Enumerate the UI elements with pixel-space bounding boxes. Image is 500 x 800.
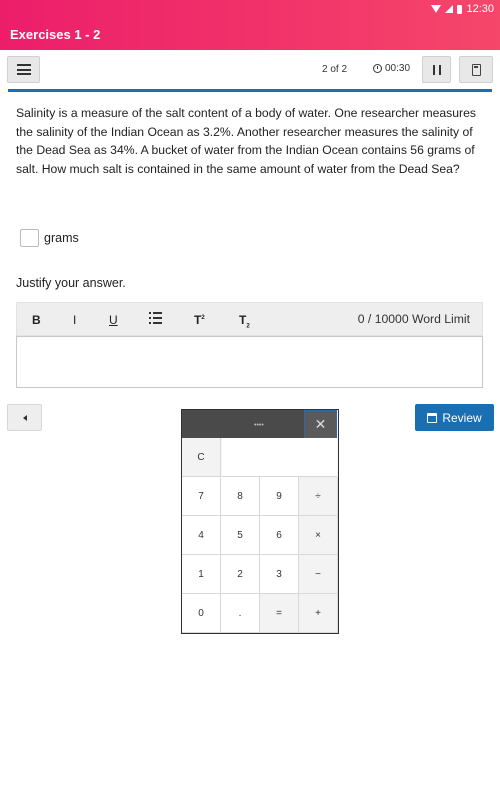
signal-icon (445, 5, 453, 13)
key-add[interactable]: + (299, 594, 338, 633)
pause-button[interactable] (422, 56, 451, 83)
word-limit: 0 / 10000 Word Limit (357, 312, 470, 326)
battery-icon (457, 5, 462, 14)
key-8[interactable]: 8 (221, 477, 260, 516)
calculator-button[interactable] (459, 56, 493, 83)
calendar-icon (427, 413, 437, 423)
pause-icon (433, 65, 441, 75)
underline-button[interactable]: U (109, 313, 118, 327)
key-divide[interactable]: ÷ (299, 477, 338, 516)
answer-unit: grams (44, 231, 79, 245)
review-button[interactable] (415, 404, 494, 431)
status-time: 12:30 (466, 3, 494, 15)
clear-key[interactable]: C (182, 438, 221, 477)
italic-button[interactable]: I (73, 313, 77, 327)
answer-row (20, 229, 79, 247)
calculator-icon (472, 64, 481, 76)
bullet-list-icon[interactable] (149, 312, 162, 325)
timer[interactable] (373, 63, 410, 74)
grip-icon: •••• (254, 422, 264, 429)
key-equals[interactable]: = (260, 594, 299, 633)
editor-toolbar (16, 302, 483, 336)
bold-button[interactable]: B (32, 313, 41, 327)
key-7[interactable]: 7 (182, 477, 221, 516)
subscript-button[interactable]: $T_2$ (239, 313, 250, 330)
clock-icon (373, 64, 382, 73)
superscript-button[interactable]: $T^2$ (194, 313, 205, 327)
calculator-display (222, 438, 337, 477)
key-5[interactable]: 5 (221, 516, 260, 555)
question-text: Salinity is a measure of the salt content of a body of water. One researcher measures the salinity of the Indian Ocean as 3.2%. Another researcher measures the salinity of the Dead Sea as 34%. A bucket of water from the Indian Ocean contains 56 grams of salt. How much salt is contained in the same amount of water from the Dead Sea? (16, 106, 476, 176)
review-label: Review (442, 410, 482, 425)
key-3[interactable]: 3 (260, 555, 299, 594)
key-subtract[interactable]: − (299, 555, 338, 594)
calculator-panel (181, 409, 339, 634)
key-1[interactable]: 1 (182, 555, 221, 594)
app-title: Exercises 1 - 2 (10, 27, 101, 42)
key-4[interactable]: 4 (182, 516, 221, 555)
answer-editor[interactable] (16, 336, 483, 388)
key-9[interactable]: 9 (260, 477, 299, 516)
key-multiply[interactable]: × (299, 516, 338, 555)
key-6[interactable]: 6 (260, 516, 299, 555)
calculator-drag-handle[interactable] (182, 410, 337, 438)
status-bar (431, 2, 494, 16)
key-decimal[interactable]: . (221, 594, 260, 633)
calculator-close-button[interactable]: ✕ (304, 410, 337, 438)
wifi-icon (431, 5, 441, 13)
key-0[interactable]: 0 (182, 594, 221, 633)
justify-prompt: Justify your answer. (16, 276, 126, 290)
key-2[interactable]: 2 (221, 555, 260, 594)
menu-button[interactable] (7, 56, 40, 83)
page-indicator: 2 of 2 (322, 64, 348, 75)
answer-input[interactable] (20, 229, 39, 247)
hamburger-icon (17, 64, 31, 75)
left-arrow-icon (23, 415, 27, 421)
app-bar (0, 0, 500, 50)
toolbar-divider (8, 89, 492, 92)
timer-value: 00:30 (385, 63, 411, 74)
previous-button[interactable] (7, 404, 42, 431)
